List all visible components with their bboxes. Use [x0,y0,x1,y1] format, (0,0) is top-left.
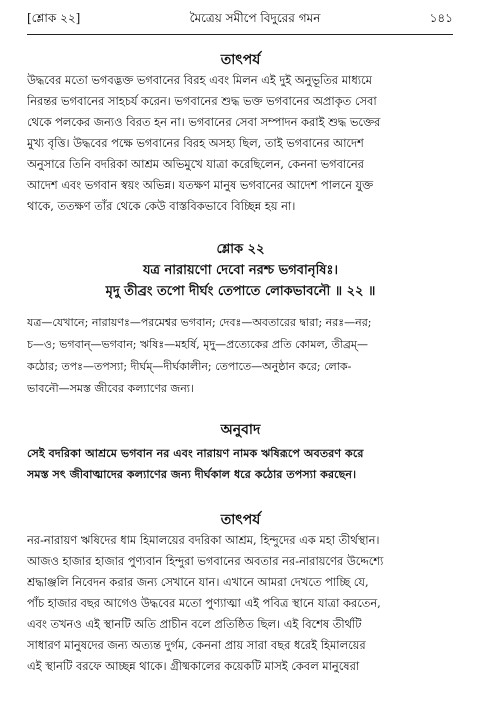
verse-text [0,260,481,302]
running-head [27,10,453,30]
verse-heading: শ্লোক ২২ [216,242,265,257]
paragraph-line: নিরন্তর ভগবানের সাহচর্য করেন। ভগবানের শুদ্ধ ভক্ত ভগবানের অপ্রাকৃত সেবা [27,94,377,108]
paragraph-line: আজও হাজার হাজার পুণ্যবান হিন্দুরা ভগবানের অবতার নর-নারায়ণের উদ্দেশ্যে [27,554,384,568]
word-synonyms [27,312,453,400]
paragraph-line: উদ্ধবের মতো ভগবদ্ভক্ত ভগবানের বিরহ এবং মিলন এই দুই অনুভূতির মাধ্যমে [27,73,372,87]
synonym-line: চ—ও; ভগবান্—ভগবান; ঋষিঃ—মহর্ষি, মৃদু—প্রত্যেকের প্রতি কোমল, তীব্রম্— [27,338,368,351]
synonym-line: ভাবনৌ—সমস্ত জীবের কল্যাণের জন্য। [27,382,194,395]
translation-line: সেই বদরিকা আশ্রমে ভগবান নর এবং নারায়ণ নামক ঋষিরূপে অবতরণ করে [27,447,364,460]
paragraph-line: সাধারণ মানুষদের জন্য অত্যন্ত দুর্গম, কেননা প্রায় সারা বছর ধরেই হিমালয়ের [27,638,366,652]
synonym-line: যত্র—যেখানে; নারায়ণঃ—পরমেশ্বর ভগবান; দেবঃ—অবতারের দ্বারা; নরঃ—নর; [27,316,372,329]
paragraph-line: অনুসারে তিনি বদরিকা আশ্রম অভিমুখে যাত্রা করেছিলেন, কেননা ভগবানের [27,157,364,171]
paragraph-line: মুখ্য বৃত্তি। উদ্ধবের পক্ষে ভগবানের বিরহ অসহ্য ছিল, তাই ভগবানের আদেশ [27,136,364,150]
verse-line-1: যত্র নারায়ণো দেবো নরশ্চ ভগবানৃষিঃ। [142,263,339,278]
translation-line: সমস্ত সৎ জীবাত্মাদের কল্যাণের জন্য দীর্ঘকাল ধরে কঠোর তপস্যা করছেন। [27,468,357,481]
paragraph-line: শ্রদ্ধাঞ্জলি নিবেদন করার জন্য সেখানে যান। এখানে আমরা দেখতে পাচ্ছি যে, [27,575,369,589]
paragraph-line: থেকে পলকের জন্যও বিরত হন না। ভগবানের সেবা সম্পাদন করাই শুদ্ধ ভক্তের [27,115,381,129]
paragraph-line: নর-নারায়ণ ঋষিদের ধাম হিমালয়ের বদরিকা আশ্রম, হিন্দুদের এক মহা তীর্থস্থান। [27,533,380,547]
purport-paragraph [27,530,453,677]
paragraph-line: আদেশ এবং ভগবান স্বয়ং অভিন্ন। যতক্ষণ মানুষ ভগবানের আদেশ পালনে যুক্ত [27,178,374,192]
paragraph-line: পাঁচ হাজার বছর আগেও উদ্ধবের মতো পুণ্যাত্মা এই পবিত্র স্থানে যাত্রা করতেন, [27,596,381,610]
synonym-line: কঠোর; তপঃ—তপস্যা; দীর্ঘম্—দীর্ঘকালীন; তেপাতে—অনুষ্ঠান করে; লোক- [27,360,352,373]
chapter-title: মৈত্রেয় সমীপে বিদুরের গমন [189,11,321,25]
paragraph-line: এবং তখনও এই স্থানটি অতি প্রাচীন বলে প্রতিষ্ঠিত ছিল। এই বিশেষ তীর্থটি [27,617,362,631]
purport-heading: তাৎপর্য [220,512,261,528]
paragraph-line: থাকে, ততক্ষণ তাঁর থেকে কেউ বাস্তবিকভাবে বিচ্ছিন্ন হয় না। [27,199,296,213]
header-rule [27,34,453,35]
verse-line-2: মৃদু তীব্রং তপো দীর্ঘং তেপাতে লোকভাবনৌ ॥ ২২ ॥ [105,284,376,299]
purport-heading: তাৎপর্য [220,52,261,68]
purport-paragraph [27,70,453,217]
translation-text [27,443,453,485]
verse-reference: [শ্লোক ২২] [27,11,81,25]
paragraph-line: এই স্থানটি বরফে আচ্ছন্ন থাকে। গ্রীষ্মকালের কয়েকটি মাসই কেবল মানুষেরা [27,659,360,673]
page-number: ১৪১ [429,11,453,25]
translation-heading: অনুবাদ [220,422,261,438]
